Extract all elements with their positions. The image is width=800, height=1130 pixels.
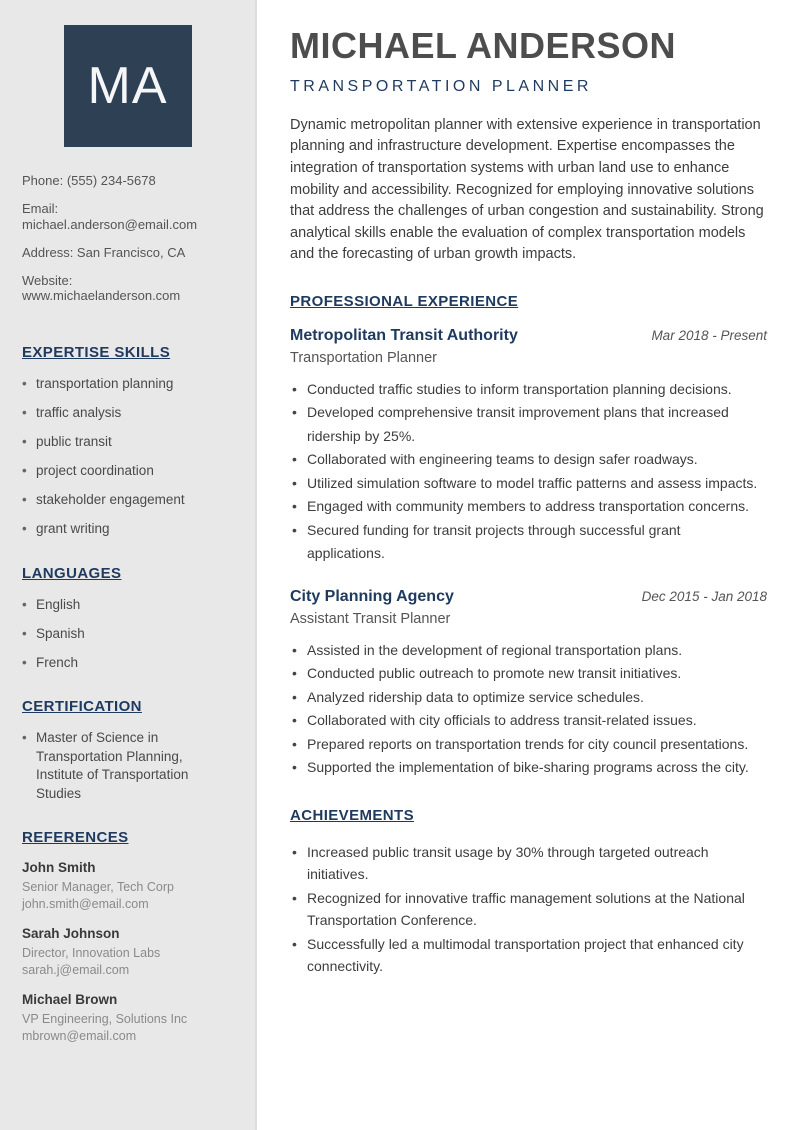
reference-name: Sarah Johnson [22, 926, 120, 942]
certification-section [22, 698, 233, 803]
reference-item [22, 926, 233, 979]
achievements-list [290, 841, 767, 977]
monogram: MA [87, 57, 168, 115]
bullet-item: • Developed comprehensive transit improvement plans that increased ridership by 25%. [290, 401, 760, 448]
bullet-item: • Analyzed ridership data to optimize service schedules. [290, 686, 760, 710]
reference-name: John Smith [22, 860, 96, 876]
avatar [64, 25, 192, 147]
job-header [290, 588, 767, 606]
job-dates: Mar 2018 - Present [651, 327, 767, 343]
main-column [257, 0, 800, 1130]
skills-list [22, 375, 233, 539]
bullet-item: • Conducted public outreach to promote new transit initiatives. [290, 662, 760, 686]
job-bullets [290, 639, 767, 780]
list-item: • traffic analysis [22, 404, 233, 423]
contact-address: Address: San Francisco, CA [22, 244, 186, 260]
references-heading: REFERENCES [22, 829, 129, 847]
company-name: Metropolitan Transit Authority [290, 326, 518, 344]
job-bullets [290, 378, 767, 566]
bullet-item: • Recognized for innovative traffic management solutions at the National Transportation Conference. [290, 887, 760, 931]
page-title: MICHAEL ANDERSON [290, 25, 677, 66]
achievements-heading: ACHIEVEMENTS [290, 806, 414, 824]
list-item: • project coordination [22, 462, 233, 481]
bullet-item: • Supported the implementation of bike-sharing programs across the city. [290, 756, 760, 780]
reference-role: Director, Innovation Labs [22, 946, 161, 961]
bullet-item: • Collaborated with engineering teams to design safer roadways. [290, 448, 760, 472]
bullet-item: • Conducted traffic studies to inform transportation planning decisions. [290, 378, 760, 402]
company-name: City Planning Agency [290, 587, 454, 605]
bullet-item: • Collaborated with city officials to address transit-related issues. [290, 709, 760, 733]
reference-name: Michael Brown [22, 992, 118, 1008]
contact-phone: Phone: (555) 234-5678 [22, 173, 156, 188]
reference-role: Senior Manager, Tech Corp [22, 880, 174, 895]
headline: TRANSPORTATION PLANNER [290, 77, 592, 95]
sidebar [0, 0, 257, 1130]
reference-item [22, 860, 233, 913]
job-dates: Dec 2015 - Jan 2018 [641, 588, 767, 604]
contact-email: Email: michael.anderson@email.com [22, 201, 198, 232]
job-entry [290, 588, 767, 780]
reference-email: john.smith@email.com [22, 897, 149, 912]
bullet-item: • Secured funding for transit projects through successful grant applications. [290, 519, 760, 566]
reference-item [22, 992, 233, 1045]
reference-role: VP Engineering, Solutions Inc [22, 1012, 188, 1027]
bullet-item: • Successfully led a multimodal transportation project that enhanced city connectivity. [290, 933, 760, 977]
summary-paragraph: Dynamic metropolitan planner with extensive experience in transportation planning and infrastructure development. Expertise encompasses the integration of transportation systems with urban land use to enhance mobility and accessibility. Recognized for employing innovative solutions that address the challenges of urban congestion and sustainability. Strong analytical skills enable the evaluation of complex transportation models and the forecasting of urban growth impacts. [290, 116, 764, 263]
list-item: • Spanish [22, 625, 233, 644]
reference-email: sarah.j@email.com [22, 963, 130, 978]
certification-heading: CERTIFICATION [22, 698, 142, 716]
list-item: • transportation planning [22, 375, 233, 394]
languages-section [22, 565, 233, 673]
job-role: Assistant Transit Planner [290, 610, 451, 627]
skills-section [22, 344, 233, 539]
bullet-item: • Prepared reports on transportation trends for city council presentations. [290, 733, 760, 757]
job-entry [290, 327, 767, 566]
bullet-item: • Engaged with community members to address transportation concerns. [290, 495, 760, 519]
skills-heading: EXPERTISE SKILLS [22, 344, 171, 362]
reference-email: mbrown@email.com [22, 1029, 137, 1044]
list-item: • grant writing [22, 520, 233, 539]
job-header [290, 327, 767, 345]
languages-heading: LANGUAGES [22, 564, 122, 582]
list-item: • stakeholder engagement [22, 491, 233, 510]
experience-heading: PROFESSIONAL EXPERIENCE [290, 292, 519, 310]
bullet-item: • Utilized simulation software to model traffic patterns and assess impacts. [290, 472, 760, 496]
list-item: • French [22, 654, 233, 673]
list-item: • English [22, 596, 233, 615]
languages-list [22, 596, 233, 673]
references-section [22, 829, 233, 1045]
list-item: • public transit [22, 433, 233, 452]
list-item: • Master of Science in Transportation Planning, Institute of Transportation Studies [22, 729, 233, 803]
contact-website: Website: www.michaelanderson.com [22, 272, 181, 304]
job-role: Transportation Planner [290, 349, 437, 366]
certification-list [22, 729, 233, 803]
contact-block [22, 173, 233, 304]
bullet-item: • Assisted in the development of regional transportation plans. [290, 639, 760, 663]
bullet-item: • Increased public transit usage by 30% through targeted outreach initiatives. [290, 841, 760, 885]
